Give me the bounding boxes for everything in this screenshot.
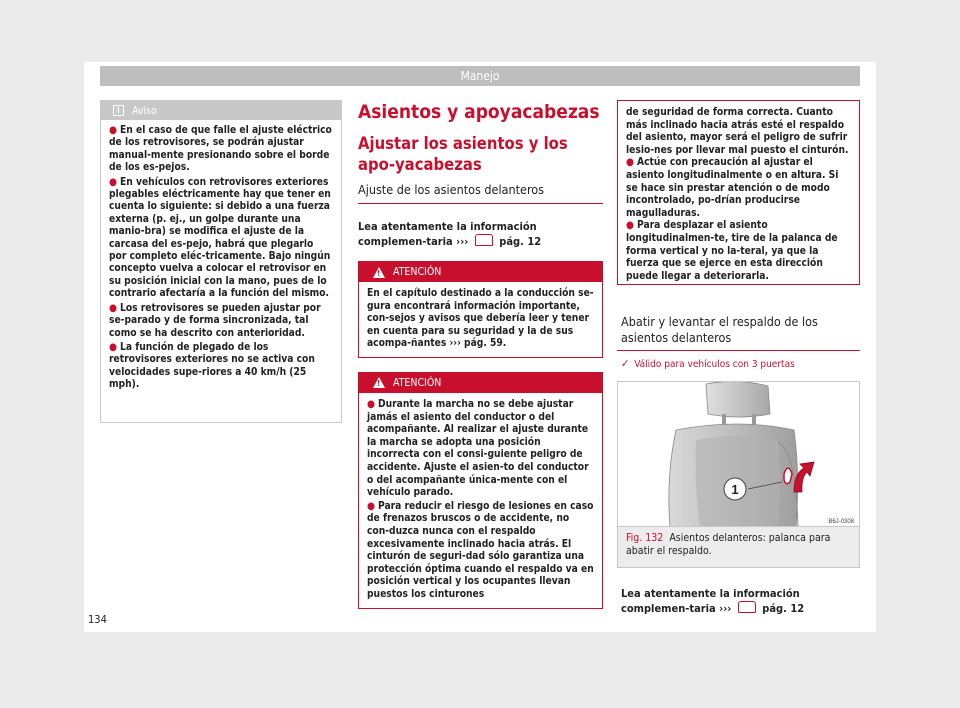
aviso-list — [109, 125, 333, 392]
page-reference-link[interactable]: pág. 59. — [464, 338, 507, 350]
list-item: ● Para reducir el riesgo de lesiones en caso de frenazos bruscos o de accidente, no con-duzca nunca con el respaldo excesivamente inclinado hacia atrás. El cinturón de seguri-dad sólo garantiza una protección óptima cuando el respaldo va en posición vertical y los ocupantes llevan puestos los cinturones — [367, 500, 594, 600]
list-item: ● En el caso de que falle el ajuste eléctrico de los retrovisores, se podrán ajustar manual-mente presionando sobre el borde de los es-pejos. — [109, 125, 332, 174]
page-reference-link[interactable]: pág. 12 — [499, 235, 542, 248]
bullet-icon: ● — [109, 176, 117, 188]
seat-lever-image — [618, 382, 859, 527]
warning-icon: ! — [373, 377, 385, 388]
bullet-icon: ● — [626, 157, 634, 169]
page-header — [100, 66, 860, 86]
bullet-icon: ● — [109, 341, 117, 353]
list-item: ● La función de plegado de los retrovisores exteriores no se activa con velocidades supe-riores a 40 km/h (25 mph). — [109, 341, 315, 391]
aviso-header — [101, 101, 341, 120]
atencion-header — [359, 373, 602, 393]
atencion-box-1 — [358, 261, 603, 358]
aviso-box — [100, 100, 342, 423]
section-heading — [617, 314, 860, 351]
continued-text: de seguridad de forma correcta. Cuanto más inclinado hacia atrás esté el respaldo del asiento, mayor será el peligro de sufrir lesio-nes por llevar mal puesto el cinturón. — [626, 107, 849, 156]
lead-paragraph: Lea atentamente la información complemen-taria ››› pág. 12 — [358, 220, 542, 248]
right-column — [617, 100, 860, 616]
callout-1: 1 — [731, 482, 739, 497]
info-icon: i — [113, 105, 124, 116]
bullet-icon: ● — [109, 125, 117, 136]
book-icon — [738, 601, 756, 613]
bullet-icon: ● — [367, 500, 375, 512]
validity-note: ✓ Válido para vehículos con 3 puertas — [621, 357, 795, 370]
page-title: Asientos y apoyacabezas — [358, 101, 600, 123]
list-item: ● En vehículos con retrovisores exteriores plegables eléctricamente hay que tener en cuenta lo siguiente: si debido a una fuerza externa (p. ej., un golpe durante una manio-bra) se modifica el ajuste de la carcasa del es-pejo, habrá que plegarlo por completo eléc-tricamente. Bajo ningún concepto vuelva a colocar el retrovisor en su posición inicial con la mano, pues de lo contrario afectaría a la función del mismo. — [109, 176, 331, 300]
atencion-continued-box — [617, 100, 860, 285]
figure-132 — [617, 381, 860, 568]
list-item: ● Para desplazar el asiento longitudinalmen-te, tire de la palanca de forma vertical y no la-teral, ya que la fuerza que se ejerce en esta dirección puede llegar a deteriorarla. — [626, 220, 838, 282]
warning-icon: ! — [373, 267, 385, 278]
section-heading — [358, 182, 603, 204]
bullet-icon: ● — [367, 398, 375, 410]
page-number: 134 — [88, 613, 107, 626]
atencion-header — [359, 262, 602, 282]
chapter-subtitle: Ajustar los asientos y los apo-yacabezas — [358, 134, 568, 174]
figure-caption — [618, 527, 859, 567]
figure-number: Fig. 132 — [626, 532, 664, 544]
section-title: Abatir y levantar el respaldo de los asientos delanteros — [621, 314, 818, 345]
lead-paragraph: Lea atentamente la información complemen-taria ››› pág. 12 — [621, 587, 805, 615]
seat-illustration — [618, 382, 859, 527]
bullet-icon: ● — [109, 302, 117, 314]
list-item: ● Actúe con precaución al ajustar el asiento longitudinalmente o en altura. Si se hace sin prestar atención o de modo incontrolado, po-drían producirse magulladuras. — [626, 157, 839, 219]
caption-text: Asientos delanteros: palanca para abatir el respaldo. — [626, 532, 831, 557]
header-title: Manejo — [460, 69, 500, 83]
main-column — [358, 100, 603, 609]
atencion-body: En el capítulo destinado a la conducción se-gura encontrará información importante, con-sejos y avisos que debería leer y tener en cuenta para su seguridad y la de sus acompa-ñantes ››› pág. 59. — [367, 288, 594, 350]
bullet-icon: ● — [626, 220, 634, 232]
list-item: ● Los retrovisores se pueden ajustar por se-parado y de forma sincronizada, tal como se ha descrito con anterioridad. — [109, 302, 321, 339]
atencion-body — [359, 393, 602, 609]
section-title: Ajuste de los asientos delanteros — [358, 182, 545, 197]
atencion-label: ATENCIÓN — [393, 376, 442, 389]
page-reference-link[interactable]: pág. 12 — [762, 602, 805, 615]
aviso-label: Aviso — [132, 104, 157, 117]
atencion-box-2 — [358, 372, 603, 610]
figure-code: B6J-0308 — [828, 519, 854, 525]
checkmark-icon: ✓ — [621, 357, 630, 370]
book-icon — [475, 234, 493, 246]
atencion-label: ATENCIÓN — [393, 266, 442, 278]
list-item: ● Durante la marcha no se debe ajustar jamás el asiento del conductor o del acompañante. Al realizar el ajuste durante la marcha se adopta una posición incorrecta con el consi-guiente peligro de accidente. Ajuste el asien-to del conductor o del acompañante única-mente con el vehículo parado. — [367, 398, 589, 499]
